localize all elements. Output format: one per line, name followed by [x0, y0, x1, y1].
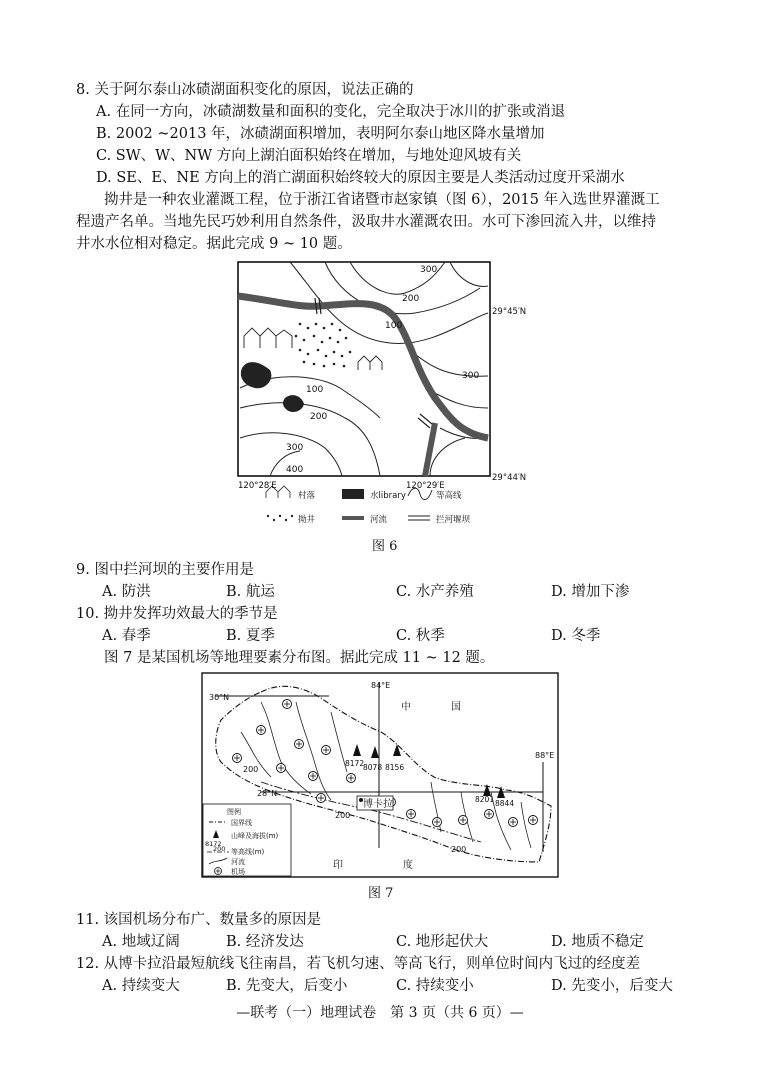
fig7-peak-label: 8201 — [475, 795, 495, 804]
figure-6-caption: 图 6 — [372, 539, 398, 554]
fig6-contour-label: 300 — [420, 265, 438, 275]
fig7-city: 博卡拉 — [363, 799, 393, 810]
q11-option-a: A. 地域辽阔 — [102, 934, 180, 950]
q12-option-b: B. 先变大，后变小 — [226, 978, 348, 994]
figure-6-map — [230, 258, 530, 530]
q10-stem: 10. 拗井发挥功效最大的季节是 — [76, 606, 278, 622]
fig6-lon-left: 120°28′E — [238, 481, 277, 491]
fig7-legend-contour-sample: 200 — [213, 845, 226, 853]
passage2: 图 7 是某国机场等地理要素分布图。据此完成 11 ~ 12 题。 — [104, 650, 495, 666]
fig6-contour-label: 300 — [286, 443, 304, 453]
q12-option-c: C. 持续变小 — [396, 978, 474, 994]
q8-option-c: C. SW、W、NW 方向上湖泊面积始终在增加，与地处迎风坡有关 — [96, 148, 522, 164]
fig7-china-2: 国 — [451, 702, 461, 713]
fig6-contour-label: 100 — [385, 321, 403, 331]
fig7-peak-label: 8844 — [495, 799, 515, 808]
q9-option-a: A. 防洪 — [102, 584, 151, 600]
fig7-peak-label: 8078 — [363, 763, 383, 772]
fig7-contour-label: 200 — [243, 765, 259, 774]
fig7-peak-label: 8156 — [385, 763, 405, 772]
fig7-legend-contour: 等高线(m) — [231, 848, 265, 856]
fig7-lat30: 30°N — [209, 693, 230, 702]
q9-option-b: B. 航运 — [226, 584, 275, 600]
q9-stem: 9. 图中拦河坝的主要作用是 — [76, 562, 254, 578]
q10-option-a: A. 春季 — [102, 628, 151, 644]
fig6-lat-bottom: 29°44′N — [492, 473, 527, 483]
q12-option-a: A. 持续变大 — [102, 978, 180, 994]
fig6-contour-label: 400 — [286, 465, 304, 475]
fig7-china-1: 中 — [401, 702, 411, 713]
fig6-contour-label: 300 — [462, 371, 480, 381]
q11-option-d: D. 地质不稳定 — [551, 934, 644, 950]
q10-option-b: B. 夏季 — [226, 628, 275, 644]
fig6-legend-village: 村落 — [298, 491, 316, 501]
q12-stem: 12. 从博卡拉沿最短航线飞往南昌，若飞机匀速、等高飞行，则单位时间内飞过的经度差 — [76, 956, 641, 972]
fig6-legend-river: 河流 — [370, 515, 388, 525]
figure-7-map — [201, 672, 559, 878]
q10-option-c: C. 秋季 — [396, 628, 445, 644]
q9-option-c: C. 水产养殖 — [396, 584, 474, 600]
fig7-lon88: 88°E — [535, 751, 555, 760]
fig7-legend-peak: 山峰及海拔(m) — [231, 832, 279, 840]
fig6-contour-label: 200 — [310, 412, 328, 422]
q10-option-d: D. 冬季 — [551, 628, 601, 644]
passage1-line3: 井水水位相对稳定。据此完成 9 ~ 10 题。 — [76, 236, 352, 252]
fig7-india-2: 度 — [403, 860, 413, 871]
q12-option-d: D. 先变小，后变大 — [551, 978, 673, 994]
passage1-line2: 程遗产名单。当地先民巧妙利用自然条件，汲取井水灌溉农田。水可下渗回流入井，以维持 — [76, 214, 656, 230]
fig7-lat28: 28°N — [257, 789, 278, 798]
fig6-legend-reservoir: 水library — [370, 491, 406, 501]
fig6-legend-well: 拗井 — [298, 515, 316, 525]
fig7-india-1: 印 — [333, 860, 343, 871]
q9-option-d: D. 增加下渗 — [551, 584, 630, 600]
q11-option-c: C. 地形起伏大 — [396, 934, 489, 950]
fig7-peak-label: 8172 — [345, 759, 365, 768]
q8-option-d: D. SE、E、NE 方向上的消亡湖面积始终较大的原因主要是人类活动过度开采湖水 — [96, 170, 625, 186]
fig7-legend-border: 国界线 — [231, 819, 252, 827]
fig7-legend-river: 河流 — [231, 858, 245, 866]
fig7-legend-title: 图例 — [227, 808, 241, 816]
fig7-contour-label: 200 — [335, 811, 351, 820]
fig6-legend-dam: 拦河堰坝 — [436, 515, 471, 525]
page-footer: —联考（一）地理试卷 第 3 页（共 6 页）— — [236, 1005, 524, 1021]
figure-7-caption: 图 7 — [368, 886, 394, 901]
fig7-legend-peak-sample: 8172 — [205, 840, 222, 848]
q8-stem: 8. 关于阿尔泰山冰碛湖面积变化的原因，说法正确的 — [76, 82, 414, 98]
q8-option-a: A. 在同一方向，冰碛湖数量和面积的变化，完全取决于冰川的扩张或消退 — [96, 104, 566, 120]
fig6-lat-top: 29°45′N — [492, 307, 527, 317]
q11-option-b: B. 经济发达 — [226, 934, 304, 950]
fig7-lon84: 84°E — [371, 681, 391, 690]
passage1-line1: 拗井是一种农业灌溉工程，位于浙江省诸暨市赵家镇（图 6），2015 年入选世界灌溉工 — [104, 192, 660, 208]
q8-option-b: B. 2002 ~2013 年，冰碛湖面积增加，表明阿尔泰山地区降水量增加 — [96, 126, 545, 142]
fig6-contour-label: 200 — [402, 294, 420, 304]
fig6-contour-label: 100 — [306, 385, 324, 395]
fig6-lon-right: 120°29′E — [406, 481, 445, 491]
fig7-legend-airport: 机场 — [231, 868, 245, 876]
fig6-legend-contour: 等高线 — [436, 491, 462, 501]
fig7-contour-label: 200 — [451, 845, 467, 854]
q11-stem: 11. 该国机场分布广、数量多的原因是 — [76, 912, 322, 928]
